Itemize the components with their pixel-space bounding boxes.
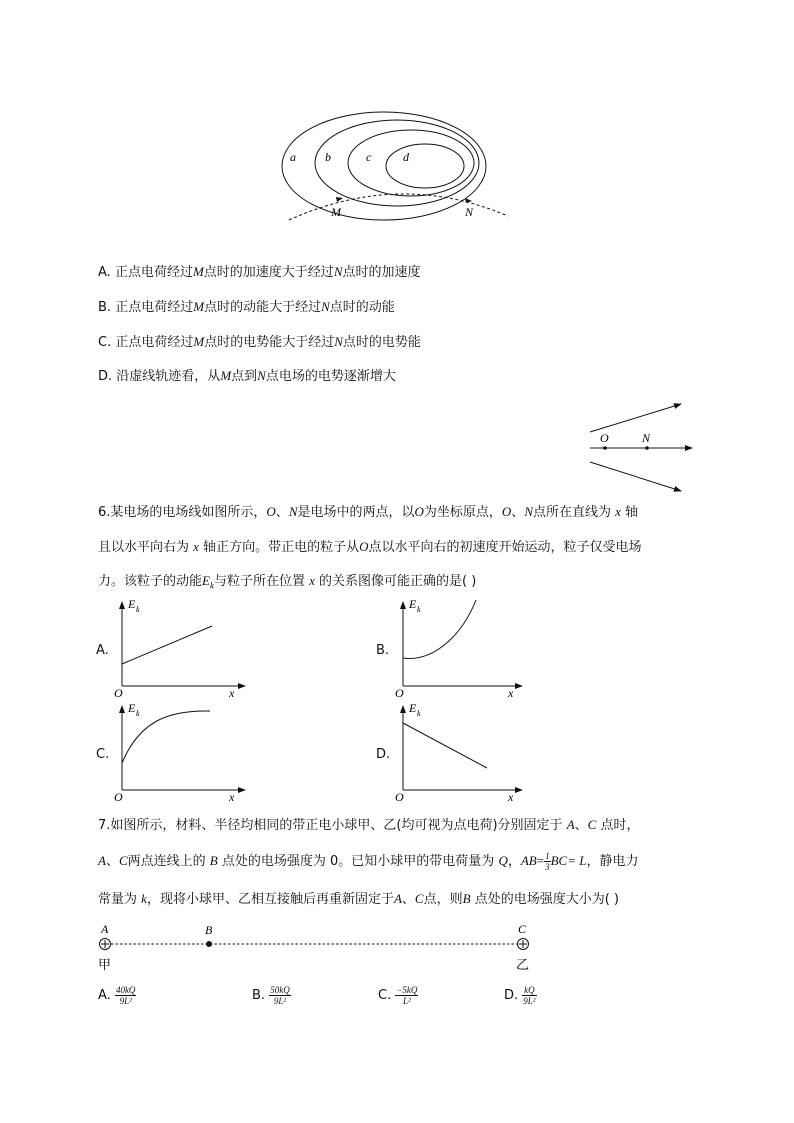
label-a: a [290,150,296,164]
q6-graph-c [110,700,255,805]
point-o-dot [603,446,607,450]
origin-label: O [114,686,123,700]
q7-option-b[interactable]: B. $\frac{50kQ}{\text{9L²}}$ [252,985,290,1006]
q6-stem-line-2: 且以水平向右为 x 轴正方向。带正电的粒子从O点以水平向右的初速度开始运动，粒子仅受电场 [98,539,642,555]
x-label: x [508,686,514,700]
label-m: M [331,205,341,219]
y-label-sub: k [136,709,140,718]
label-d: d [403,150,409,164]
q7-option-a[interactable]: A. $\frac{40kQ}{\text{9L²}}$ [98,985,136,1006]
dashed-trajectory [289,194,508,220]
label-b: b [325,150,331,164]
field-line-upper [590,404,681,432]
y-label-sub: k [417,605,421,614]
q6-option-b[interactable]: B. [376,643,390,658]
q6-stem-line-1: 6.某电场的电场线如图所示，O、N是电场中的两点，以O为坐标原点，O、N点所在直线为 x 轴 [98,504,639,520]
label-a: A [101,922,109,936]
field-lines-figure [585,398,700,498]
label-yi: 乙 [516,958,530,973]
equipotential-figure [280,108,520,228]
ellipse-b [315,120,479,206]
label-jia: 甲 [98,958,112,973]
ellipse-a [282,112,486,220]
q5-option-c[interactable]: C. 正点电荷经过M点时的电势能大于经过N点时的电势能 [98,334,421,350]
point-b-dot [206,941,212,947]
origin-label: O [395,686,404,700]
q6-graph-a [110,595,255,700]
label-c: C [518,922,527,936]
x-label: x [229,686,235,700]
label-n: N [465,205,474,219]
curve-linear-increasing [122,626,212,664]
origin-label: O [114,790,123,804]
label-n: N [642,431,651,445]
y-label: E [409,597,417,611]
x-label: x [508,790,514,804]
label-o: O [600,431,609,445]
q5-option-a[interactable]: A. 正点电荷经过M点时的加速度大于经过N点时的加速度 [98,264,421,280]
q7-option-c[interactable]: C. $\frac{-5kQ}{\text{L²}}$ [378,985,418,1006]
y-label: E [128,701,136,715]
curve-linear-decreasing [403,723,487,768]
q6-option-d[interactable]: D. [376,747,391,762]
q6-graph-d [390,700,525,805]
point-n-dot [645,446,649,450]
q7-stem-line-3: 常量为 k，现将小球甲、乙相互接触后再重新固定于A、C点，则B 点处的电场强度大小为( ) [98,891,619,907]
q5-option-d[interactable]: D. 沿虚线轨迹看，从M点到N点电场的电势逐渐增大 [98,368,396,384]
charges-line-figure [96,918,536,974]
ellipse-d [386,144,464,188]
q6-graph-b [390,595,525,700]
y-label-sub: k [417,709,421,718]
label-b: B [205,923,213,937]
label-c: c [366,150,372,164]
q6-option-a[interactable]: A. [96,643,109,658]
q7-stem-line-2: A、C两点连线上的 B 点处的电场强度为 0。已知小球甲的带电荷量为 Q，AB= $\frac{1}{3}$ BC= L，静电力 [98,851,639,872]
curve-saturating [122,711,210,763]
q7-option-d[interactable]: D. $\frac{kQ}{\text{9L²}}$ [504,985,536,1006]
fraction-one-third: $\frac{1}{3}$ [545,851,550,872]
q6-stem-line-3: 力。该粒子的动能$E_k$与粒子所在位置 x 的关系图像可能正确的是( ) [98,573,477,591]
q6-option-c[interactable]: C. [96,747,110,762]
y-label: E [409,701,417,715]
field-line-lower [590,462,681,491]
origin-label: O [395,790,404,804]
q7-stem-line-1: 7.如图所示，材料、半径均相同的带正电小球甲、乙(均可视为点电荷)分别固定于 A、C 点时， [98,817,640,833]
x-label: x [229,790,235,804]
q5-option-b[interactable]: B. 正点电荷经过M点时的动能大于经过N点时的动能 [98,299,395,315]
y-label-sub: k [136,605,140,614]
y-label: E [128,597,136,611]
